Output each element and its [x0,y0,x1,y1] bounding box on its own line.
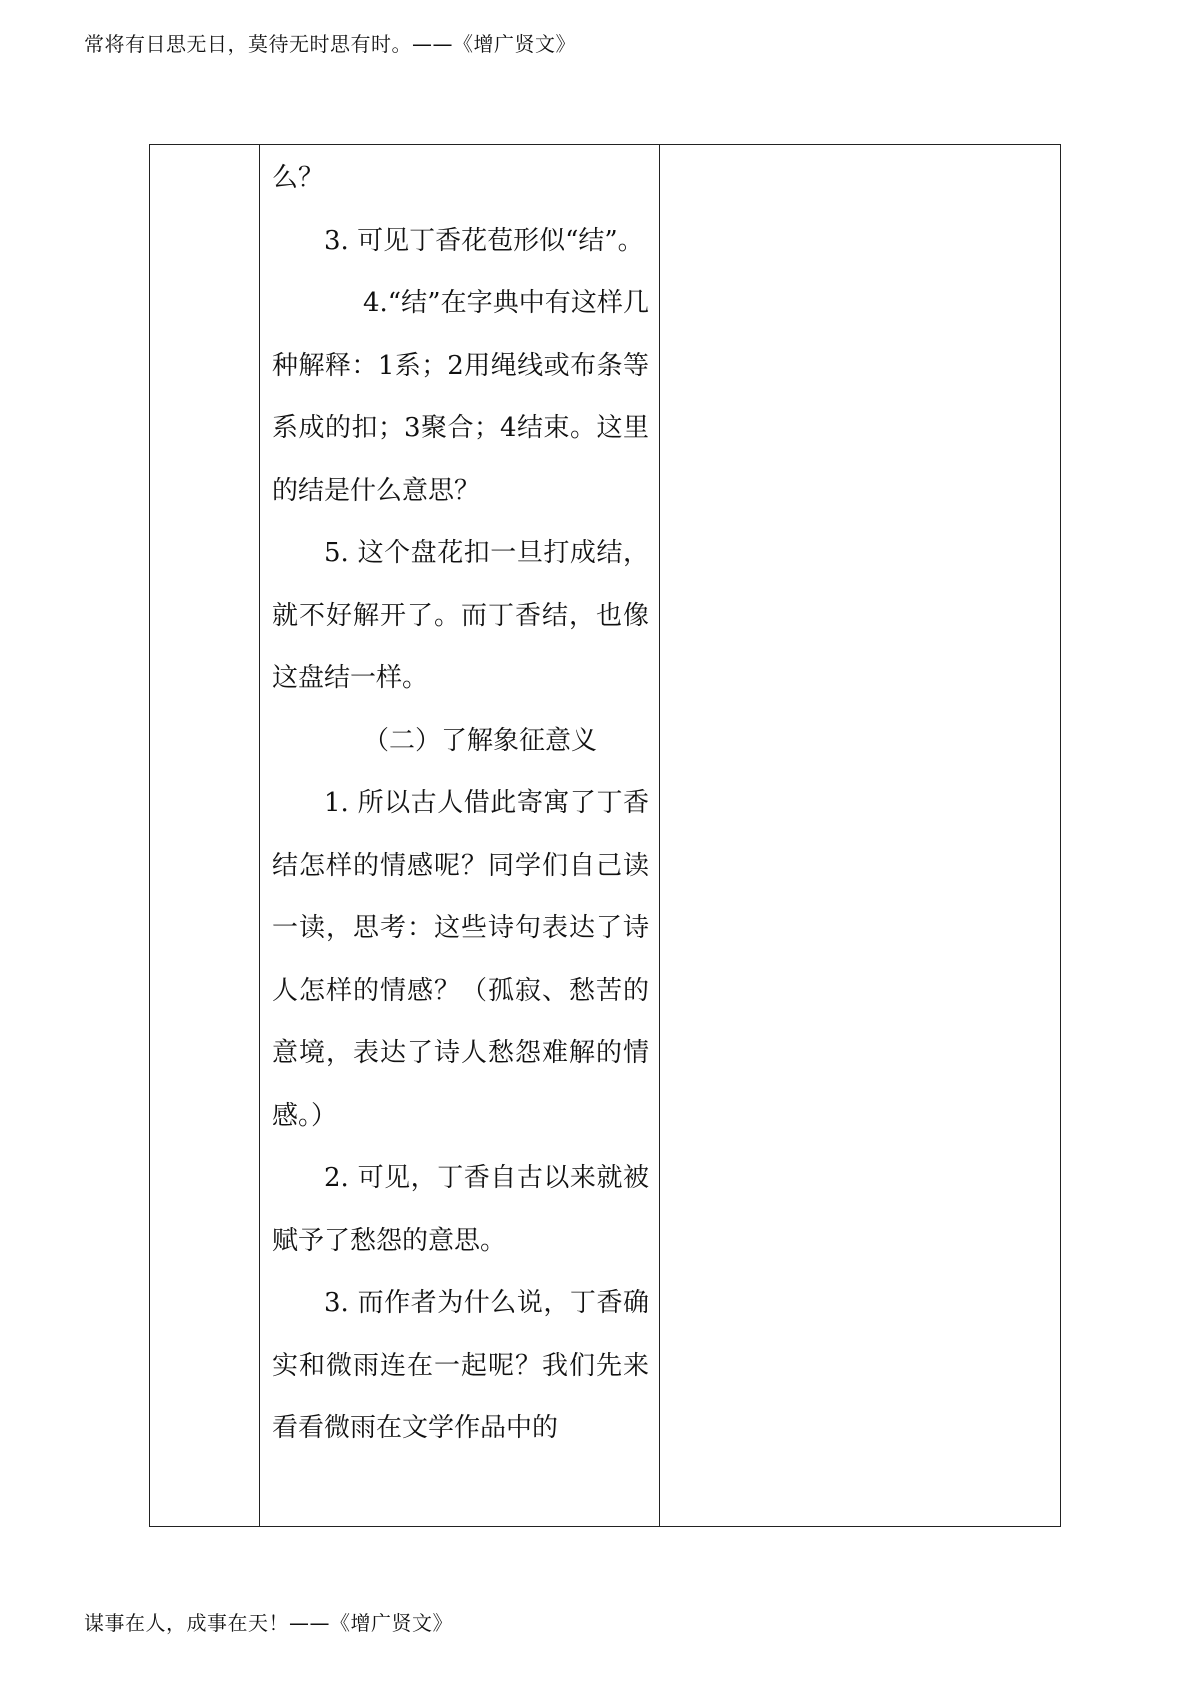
paragraph: 5. 这个盘花扣一旦打成结，就不好解开了。而丁香结，也像这盘结一样。 [272,538,649,693]
footer-quote: 谋事在人，成事在天！——《增广贤文》 [84,1611,453,1635]
paragraph: 2. 可见，丁香自古以来就被赋予了愁怨的意思。 [272,1163,649,1256]
notes-cell [660,145,1061,1527]
paragraph: 3. 可见丁香花苞形似“结”。 [324,225,644,256]
teaching-process-text [260,145,659,1460]
paragraph: 么？ [272,163,325,193]
paragraph: 1. 所以古人借此寄寓了丁香结怎样的情感呢？同学们自己读一读，思考：这些诗句表达了诗人怎样的情感？（孤寂、愁苦的意境，表达了诗人愁怨难解的情感。） [272,788,649,1131]
stage-cell [150,145,260,1527]
paragraph: 4.“结”在字典中有这样几种解释：1系；2用绳线或布条等系成的扣；3聚合；4结束。这里的结是什么意思？ [272,288,649,506]
lesson-plan-table [149,144,1061,1527]
paragraph: 3. 而作者为什么说，丁香确实和微雨连在一起呢？我们先来看看微雨在文学作品中的 [272,1288,649,1443]
table-row [150,145,1061,1527]
section-heading: （二）了解象征意义 [363,725,598,756]
header-quote: 常将有日思无日，莫待无时思有时。——《增广贤文》 [84,32,576,56]
teaching-process-cell [260,145,660,1527]
